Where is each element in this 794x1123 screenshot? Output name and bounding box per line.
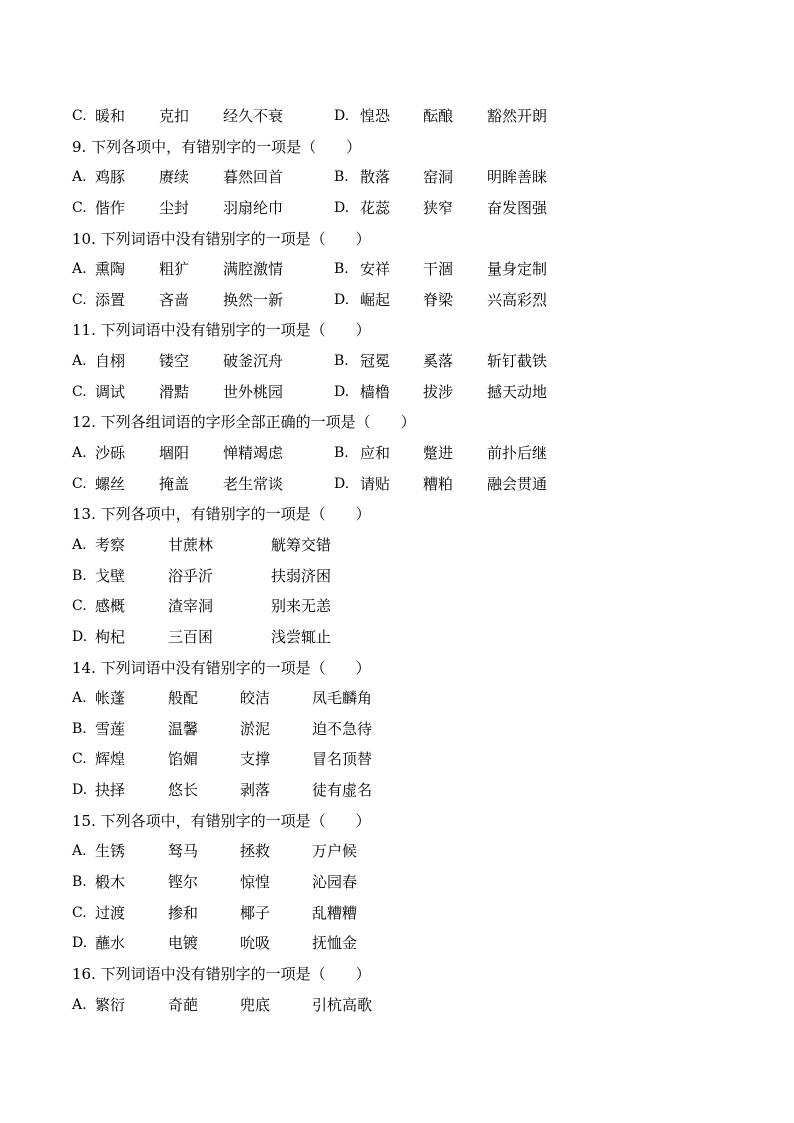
- option-label: A.: [72, 445, 87, 462]
- option-row: [72, 103, 732, 134]
- option-word: 辉煌: [95, 750, 126, 769]
- option-label: D.: [72, 628, 88, 645]
- question-stem: [72, 226, 732, 257]
- question-number: 12.: [72, 413, 96, 432]
- option-label: D.: [334, 383, 350, 400]
- option-word: 引杭高歌: [312, 995, 373, 1014]
- question-text: 下列词语中没有错别字的一项是（ ）: [100, 964, 371, 983]
- option-row: [72, 624, 732, 655]
- option-word: 浴乎沂: [168, 566, 214, 585]
- option-label: D.: [334, 108, 350, 124]
- option-word: 明眸善睐: [487, 168, 548, 187]
- option-word: 前扑后继: [487, 444, 548, 463]
- option-word: 吝啬: [159, 290, 190, 309]
- option-word: 樯橹: [360, 382, 391, 401]
- option-word: 徒有虚名: [312, 781, 373, 800]
- question-stem: [72, 409, 732, 440]
- option-word: 惮精竭虑: [223, 444, 284, 463]
- option-row: [72, 195, 732, 226]
- option-word: 尘封: [159, 198, 190, 217]
- option-label: A.: [72, 353, 87, 370]
- question-stem: [72, 655, 732, 686]
- option-label: D.: [72, 935, 88, 952]
- option-word: 花蕊: [360, 198, 391, 217]
- option-row: [72, 348, 732, 379]
- option-word: 换然一新: [223, 290, 284, 309]
- option-row: [72, 532, 732, 563]
- option-word: 惶恐: [360, 107, 391, 125]
- option-word: 冠冕: [360, 352, 391, 371]
- question-number: 11.: [72, 321, 96, 340]
- option-label: B.: [72, 720, 87, 737]
- option-word: 安祥: [360, 260, 391, 279]
- option-row: [72, 287, 732, 318]
- option-label: C.: [72, 199, 87, 216]
- option-label: B.: [72, 874, 87, 891]
- option-word: 奋发图强: [487, 198, 548, 217]
- option-word: 沁园春: [312, 873, 358, 892]
- option-word: 掺和: [168, 903, 199, 922]
- option-label: B.: [334, 261, 349, 278]
- option-word: 镂空: [159, 352, 190, 371]
- option-label: C.: [72, 598, 87, 615]
- option-word: 散落: [360, 168, 391, 187]
- question-number: 10.: [72, 229, 96, 248]
- option-row: [72, 593, 732, 624]
- option-row: [72, 440, 732, 471]
- option-label: A.: [72, 536, 87, 553]
- option-word: 帐蓬: [95, 689, 126, 708]
- option-row: [72, 563, 732, 594]
- option-label: A.: [72, 261, 87, 278]
- question-stem: [72, 317, 732, 348]
- option-label: B.: [334, 445, 349, 462]
- option-row: [72, 869, 732, 900]
- option-label: A.: [72, 169, 87, 186]
- option-word: 甘蔗林: [168, 535, 214, 554]
- option-row: [72, 379, 732, 410]
- option-word: 豁然开朗: [487, 107, 548, 125]
- option-word: 自栩: [95, 352, 126, 371]
- option-word: 枸杞: [95, 627, 126, 646]
- option-label: C.: [72, 108, 87, 124]
- option-word: 羽扇纶巾: [223, 198, 284, 217]
- option-word: 渣宰洞: [168, 597, 214, 616]
- option-word: 兜底: [240, 995, 271, 1014]
- option-label: A.: [72, 843, 87, 860]
- option-word: 吮吸: [240, 934, 271, 953]
- option-word: 经久不衰: [223, 107, 284, 125]
- option-word: 堌阳: [159, 444, 190, 463]
- option-label: B.: [334, 169, 349, 186]
- option-word: 老生常谈: [223, 474, 284, 493]
- option-label: C.: [72, 751, 87, 768]
- option-word: 量身定制: [487, 260, 548, 279]
- document-page: [72, 103, 732, 1022]
- option-row: [72, 685, 732, 716]
- option-word: 脊梁: [423, 290, 454, 309]
- option-word: 别来无恙: [271, 597, 332, 616]
- option-word: 雪莲: [95, 719, 126, 738]
- option-row: [72, 746, 732, 777]
- option-word: 剥落: [240, 781, 271, 800]
- option-row: [72, 716, 732, 747]
- option-word: 崛起: [360, 290, 391, 309]
- option-label: D.: [334, 199, 350, 216]
- option-word: 淤泥: [240, 719, 271, 738]
- option-label: D.: [72, 782, 88, 799]
- question-stem: [72, 808, 732, 839]
- option-row: [72, 900, 732, 931]
- option-word: 滑黠: [159, 382, 190, 401]
- option-word: 三百囷: [168, 627, 214, 646]
- option-word: 应和: [360, 444, 391, 463]
- option-word: 冒名顶替: [312, 750, 373, 769]
- option-label: B.: [334, 353, 349, 370]
- option-word: 考察: [95, 535, 126, 554]
- option-word: 撼天动地: [487, 382, 548, 401]
- option-word: 兴高彩烈: [487, 290, 548, 309]
- option-word: 添置: [95, 290, 126, 309]
- option-word: 狭窄: [423, 198, 454, 217]
- question-text: 下列各项中，有错别字的一项是（ ）: [100, 811, 371, 830]
- option-word: 凤毛麟角: [312, 689, 373, 708]
- option-word: 调试: [95, 382, 126, 401]
- option-word: 克扣: [159, 107, 190, 125]
- question-stem: [72, 961, 732, 992]
- option-word: 驽马: [168, 842, 199, 861]
- option-word: 浅尝辄止: [271, 627, 332, 646]
- option-word: 暮然回首: [223, 168, 284, 187]
- option-word: 奚落: [423, 352, 454, 371]
- option-word: 赓续: [159, 168, 190, 187]
- option-word: 拔涉: [423, 382, 454, 401]
- option-word: 奇葩: [168, 995, 199, 1014]
- option-word: 馅媚: [168, 750, 199, 769]
- question-stem: [72, 134, 732, 165]
- option-word: 椰子: [240, 903, 271, 922]
- option-word: 戈壁: [95, 566, 126, 585]
- option-label: C.: [72, 904, 87, 921]
- option-word: 请贴: [360, 474, 391, 493]
- option-label: D.: [334, 291, 350, 308]
- option-row: [72, 777, 732, 808]
- option-word: 糟粕: [423, 474, 454, 493]
- option-label: D.: [334, 475, 350, 492]
- option-word: 斩钉截铁: [487, 352, 548, 371]
- option-word: 拯救: [240, 842, 271, 861]
- option-row: [72, 256, 732, 287]
- option-word: 生锈: [95, 842, 126, 861]
- option-word: 抉择: [95, 781, 126, 800]
- option-word: 乱糟糟: [312, 903, 358, 922]
- question-stem: [72, 501, 732, 532]
- question-text: 下列各项中，有错别字的一项是（ ）: [91, 137, 362, 156]
- option-word: 粗犷: [159, 260, 190, 279]
- option-label: A.: [72, 996, 87, 1013]
- option-row: [72, 992, 732, 1023]
- option-word: 电镀: [168, 934, 199, 953]
- option-word: 沙砾: [95, 444, 126, 463]
- option-word: 螺丝: [95, 474, 126, 493]
- question-number: 15.: [72, 811, 96, 830]
- option-row: [72, 471, 732, 502]
- option-word: 般配: [168, 689, 199, 708]
- option-word: 万户候: [312, 842, 358, 861]
- option-word: 惊惶: [240, 873, 271, 892]
- option-word: 世外桃园: [223, 382, 284, 401]
- option-label: C.: [72, 475, 87, 492]
- question-text: 下列词语中没有错别字的一项是（ ）: [100, 229, 371, 248]
- option-word: 融会贯通: [487, 474, 548, 493]
- option-label: C.: [72, 383, 87, 400]
- option-word: 暖和: [95, 107, 126, 125]
- option-label: B.: [72, 567, 87, 584]
- option-word: 繁衍: [95, 995, 126, 1014]
- option-word: 干涸: [423, 260, 454, 279]
- option-word: 迫不急待: [312, 719, 373, 738]
- question-text: 下列各组词语的字形全部正确的一项是（ ）: [100, 413, 416, 432]
- option-word: 皎洁: [240, 689, 271, 708]
- option-label: A.: [72, 690, 87, 707]
- option-word: 蘸水: [95, 934, 126, 953]
- option-word: 熏陶: [95, 260, 126, 279]
- option-word: 扶弱济困: [271, 566, 332, 585]
- option-word: 觥筹交错: [271, 535, 332, 554]
- option-word: 抚恤金: [312, 934, 358, 953]
- option-word: 酝酿: [423, 107, 454, 125]
- option-word: 鸡豚: [95, 168, 126, 187]
- option-label: C.: [72, 291, 87, 308]
- option-word: 铿尔: [168, 873, 199, 892]
- option-word: 椴木: [95, 873, 126, 892]
- option-word: 支撑: [240, 750, 271, 769]
- option-word: 感概: [95, 597, 126, 616]
- question-number: 16.: [72, 964, 96, 983]
- option-row: [72, 930, 732, 961]
- option-word: 窑洞: [423, 168, 454, 187]
- question-number: 14.: [72, 658, 96, 677]
- option-word: 破釜沉舟: [223, 352, 284, 371]
- option-word: 悠长: [168, 781, 199, 800]
- option-word: 掩盖: [159, 474, 190, 493]
- question-number: 13.: [72, 505, 96, 524]
- option-row: [72, 164, 732, 195]
- option-word: 温馨: [168, 719, 199, 738]
- question-text: 下列各项中，有错别字的一项是（ ）: [100, 505, 371, 524]
- question-text: 下列词语中没有错别字的一项是（ ）: [100, 321, 371, 340]
- option-word: 过渡: [95, 903, 126, 922]
- option-word: 满腔激情: [223, 260, 284, 279]
- question-text: 下列词语中没有错别字的一项是（ ）: [100, 658, 371, 677]
- question-number: 9.: [72, 137, 87, 156]
- option-row: [72, 838, 732, 869]
- option-word: 偕作: [95, 198, 126, 217]
- option-word: 蹩进: [423, 444, 454, 463]
